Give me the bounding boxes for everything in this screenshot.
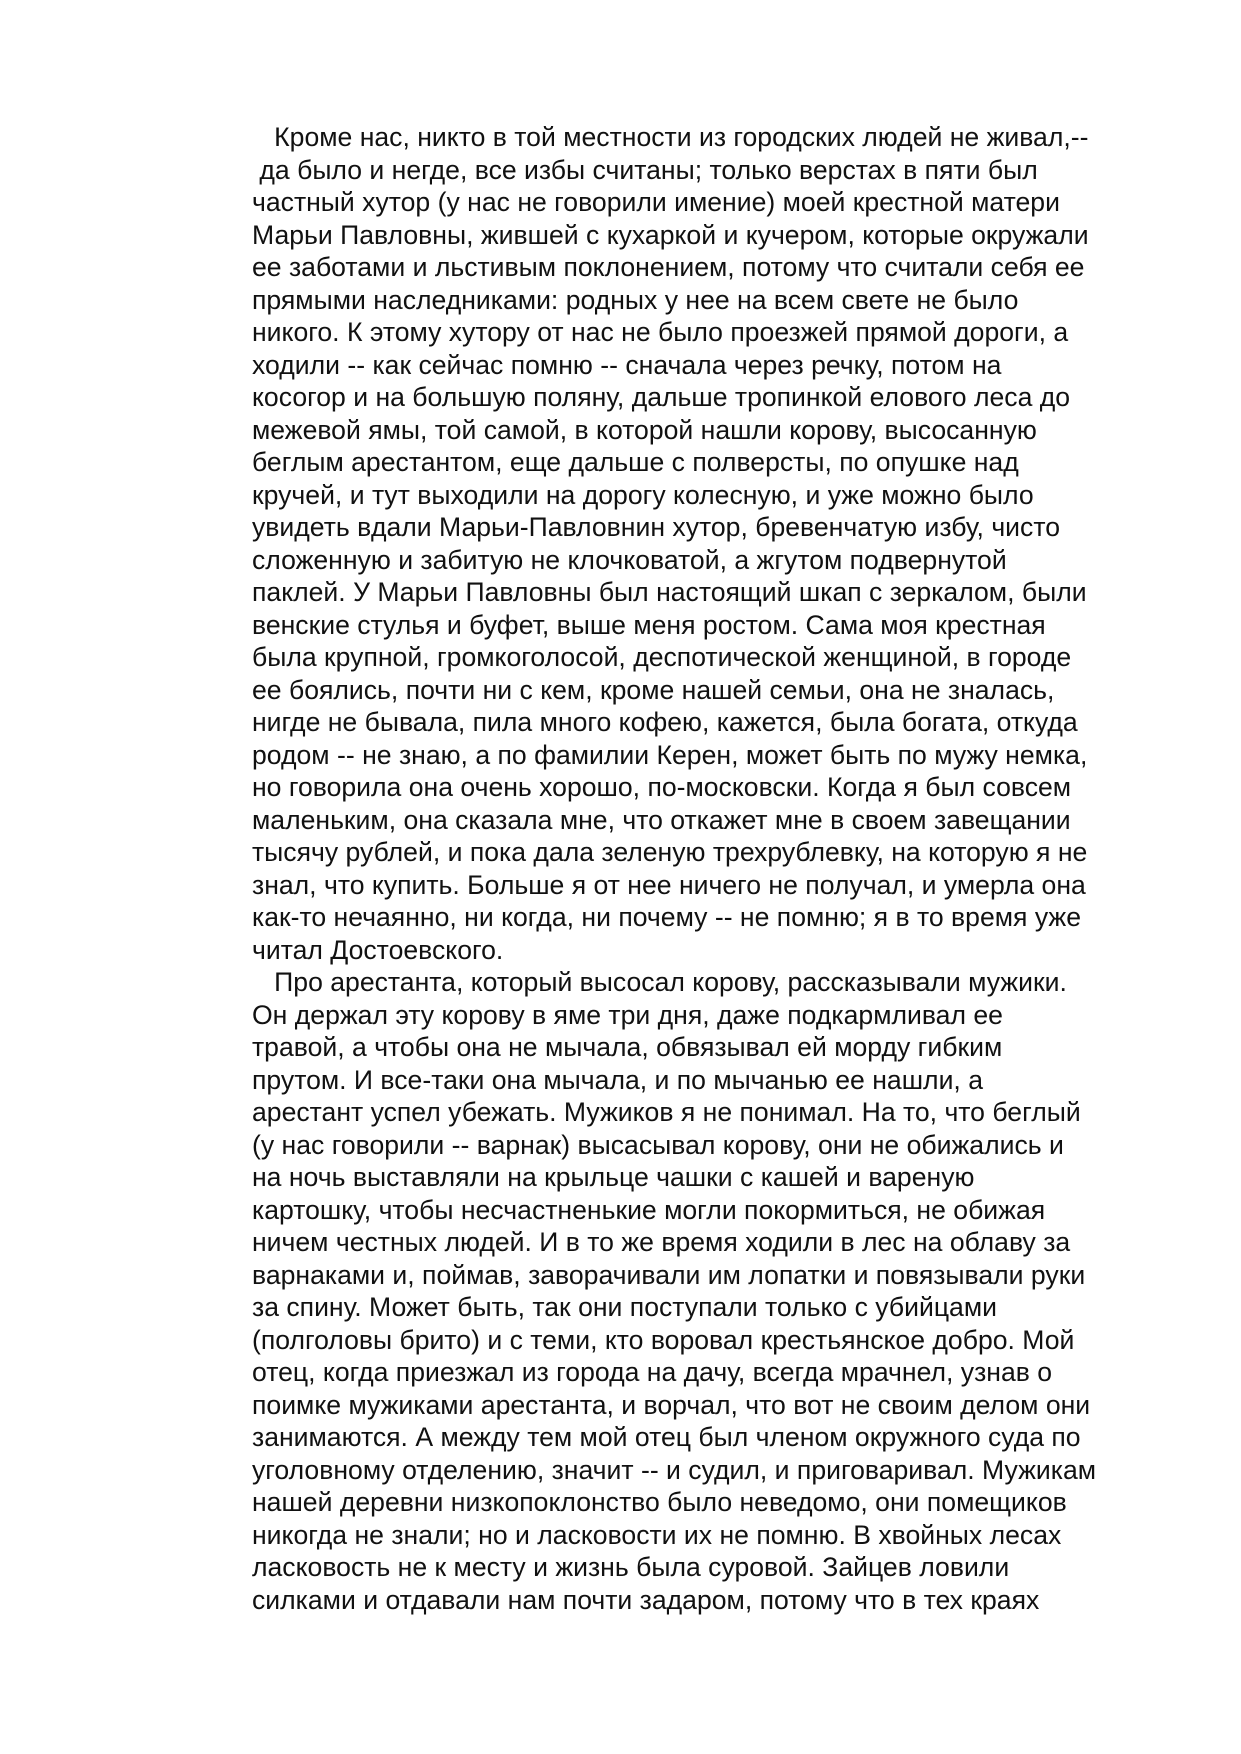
text-line: силками и отдавали нам почти задаром, потому что в тех краях [252, 1584, 1040, 1615]
text-line: нигде не бывала, пила много кофею, кажется, была богата, откуда [252, 707, 1078, 737]
text-line: уголовному отделению, значит -- и судил, и приговаривал. Мужикам [252, 1454, 1097, 1485]
text-line: за спину. Может быть, так они поступали только с убийцами [252, 1292, 997, 1322]
text-line: маленьким, она сказала мне, что откажет мне в своем завещании [252, 804, 1071, 835]
text-line: тысячу рублей, и пока дала зеленую трехрублевку, на которую я не [252, 837, 1088, 867]
text-line: Про арестанта, который высосал корову, рассказывали мужики. [252, 967, 1067, 997]
text-line: родом -- не знаю, а по фамилии Керен, может быть по мужу немка, [252, 739, 1088, 770]
text-line: нашей деревни низкопоклонство было неведомо, они помещиков [252, 1487, 1067, 1517]
body-text [252, 121, 1172, 1616]
text-line: была крупной, громкоголосой, деспотической женщиной, в городе [252, 642, 1072, 672]
text-line: как-то нечаянно, ни когда, ни почему -- не помню; я в то время уже [252, 902, 1082, 932]
text-line: на ночь выставляли на крыльце чашки с кашей и вареную [252, 1162, 975, 1192]
text-line: прутом. И все-таки она мычала, и по мычанью ее нашли, а [252, 1064, 983, 1095]
text-line: поимке мужиками арестанта, и ворчал, что вот не своим делом они [252, 1389, 1091, 1420]
text-line: но говорила она очень хорошо, по-московски. Когда я был совсем [252, 772, 1072, 802]
text-line: картошку, чтобы несчастненькие могли покормиться, не обижая [252, 1194, 1046, 1225]
text-line: Марьи Павловны, жившей с кухаркой и кучером, которые окружали [252, 219, 1089, 250]
text-line: косогор и на большую поляну, дальше тропинкой елового леса до [252, 382, 1071, 412]
text-line: прямыми наследниками: родных у нее на всем свете не было [252, 284, 1019, 315]
text-line: межевой ямы, той самой, в которой нашли корову, высосанную [252, 414, 1037, 445]
text-line: Кроме нас, никто в той местности из городских людей не живал,-- [252, 122, 1089, 152]
text-line: увидеть вдали Марьи-Павловнин хутор, бревенчатую избу, чисто [252, 512, 1061, 542]
text-line: читал Достоевского. [252, 934, 504, 965]
text-line: кручей, и тут выходили на дорогу колесную, и уже можно было [252, 479, 1034, 510]
text-line: ее заботами и льстивым поклонением, потому что считали себя ее [252, 252, 1085, 282]
text-line: ничем честных людей. И в то же время ходили в лес на облаву за [252, 1227, 1071, 1257]
text-line: ходили -- как сейчас помню -- сначала через речку, потом на [252, 349, 1002, 380]
text-line: отец, когда приезжал из города на дачу, всегда мрачнел, узнав о [252, 1357, 1053, 1387]
text-line: никогда не знали; но и ласковости их не помню. В хвойных лесах [252, 1519, 1062, 1550]
text-line: травой, а чтобы она не мычала, обвязывал ей морду гибким [252, 1032, 1003, 1062]
text-line: ласковость не к месту и жизнь была суровой. Зайцев ловили [252, 1552, 1010, 1582]
text-line: (полголовы брито) и с теми, кто воровал крестьянское добро. Мой [252, 1324, 1075, 1355]
text-line: знал, что купить. Больше я от нее ничего не получал, и умерла она [252, 869, 1086, 900]
text-line: Он держал эту корову в яме три дня, даже подкармливал ее [252, 999, 1003, 1030]
text-line: сложенную и забитую не клочковатой, а жгутом подвернутой [252, 544, 1007, 575]
text-line: варнаками и, поймав, заворачивали им лопатки и повязывали руки [252, 1259, 1086, 1290]
text-line: венские стулья и буфет, выше меня ростом. Сама моя крестная [252, 609, 1046, 640]
text-line: никого. К этому хутору от нас не было проезжей прямой дороги, а [252, 317, 1069, 347]
text-line: частный хутор (у нас не говорили имение) моей крестной матери [252, 187, 1060, 217]
text-line: арестант успел убежать. Мужиков я не понимал. На то, что беглый [252, 1097, 1081, 1127]
text-line: ее боялись, почти ни с кем, кроме нашей семьи, она не зналась, [252, 674, 1055, 705]
text-line: (у нас говорили -- варнак) высасывал корову, они не обижались и [252, 1129, 1064, 1160]
text-line: беглым арестантом, еще дальше с полверсты, по опушке над [252, 447, 1019, 477]
text-line: паклей. У Марьи Павловны был настоящий шкап с зеркалом, были [252, 577, 1087, 607]
text-line: занимаются. А между тем мой отец был членом окружного суда по [252, 1422, 1081, 1452]
text-line: да было и негде, все избы считаны; только верстах в пяти был [252, 154, 1038, 185]
